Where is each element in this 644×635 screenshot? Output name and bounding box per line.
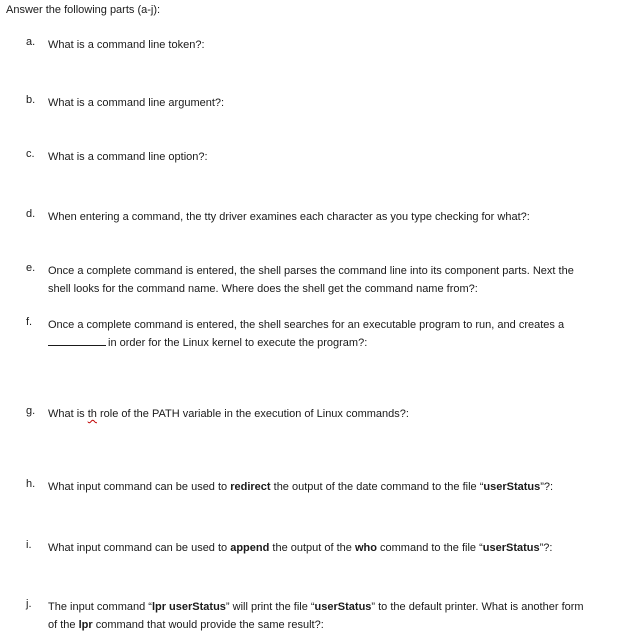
question-letter: e. bbox=[26, 262, 36, 274]
text-run: What is bbox=[48, 408, 88, 420]
question-letter: d. bbox=[26, 208, 36, 220]
bold-term: redirect bbox=[230, 481, 271, 493]
text-run: ”?: bbox=[540, 481, 554, 493]
text-run: ”?: bbox=[539, 542, 553, 554]
question-text bbox=[48, 405, 644, 423]
question-letter: c. bbox=[26, 148, 35, 160]
question-line: shell looks for the command name. Where does the shell get the command name from?: bbox=[48, 283, 478, 295]
text-run: ” will print the file “ bbox=[225, 601, 315, 613]
text-run: the output of the date command to the file “ bbox=[270, 481, 484, 493]
question-text: What is a command line option?: bbox=[48, 151, 208, 163]
text-run: ” to the default printer. What is another form bbox=[371, 601, 584, 613]
question-letter: h. bbox=[26, 478, 36, 490]
question-letter: b. bbox=[26, 94, 36, 106]
text-run: The input command “ bbox=[48, 601, 152, 613]
bold-term: userStatus bbox=[314, 601, 372, 613]
question-text: What is a command line token?: bbox=[48, 39, 205, 51]
fill-in-blank bbox=[48, 335, 106, 346]
bold-term: who bbox=[354, 542, 377, 554]
text-run: the output of the bbox=[269, 542, 355, 554]
spelling-error-word: th bbox=[87, 408, 97, 420]
question-letter: j. bbox=[26, 598, 32, 610]
question-text bbox=[48, 316, 644, 352]
question-line: in order for the Linux kernel to execute the program?: bbox=[108, 337, 368, 349]
question-line: Once a complete command is entered, the shell searches for an executable program to run, and creates a bbox=[48, 319, 565, 331]
bold-term: userStatus bbox=[482, 542, 540, 554]
question-text bbox=[48, 262, 644, 298]
text-run: command that would provide the same result?: bbox=[92, 619, 324, 631]
question-text bbox=[48, 598, 644, 634]
bold-term: userStatus bbox=[483, 481, 541, 493]
page-heading: Answer the following parts (a-j): bbox=[6, 4, 161, 16]
text-run: What input command can be used to bbox=[48, 542, 231, 554]
question-letter: a. bbox=[26, 36, 36, 48]
question-letter: f. bbox=[26, 316, 33, 328]
question-text bbox=[48, 539, 644, 557]
question-line: Once a complete command is entered, the shell parses the command line into its component parts. Next the bbox=[48, 265, 574, 277]
bold-term: lpr bbox=[78, 619, 93, 631]
question-letter: i. bbox=[26, 539, 32, 551]
bold-term: append bbox=[230, 542, 270, 554]
question-text bbox=[48, 478, 644, 496]
text-run: of the bbox=[48, 619, 79, 631]
text-run: role of the PATH variable in the execution of Linux commands?: bbox=[96, 408, 409, 420]
question-text: When entering a command, the tty driver examines each character as you type checking for what?: bbox=[48, 211, 530, 223]
question-letter: g. bbox=[26, 405, 36, 417]
text-run: command to the file “ bbox=[376, 542, 483, 554]
bold-term: lpr userStatus bbox=[151, 601, 226, 613]
question-text: What is a command line argument?: bbox=[48, 97, 225, 109]
text-run: What input command can be used to bbox=[48, 481, 231, 493]
